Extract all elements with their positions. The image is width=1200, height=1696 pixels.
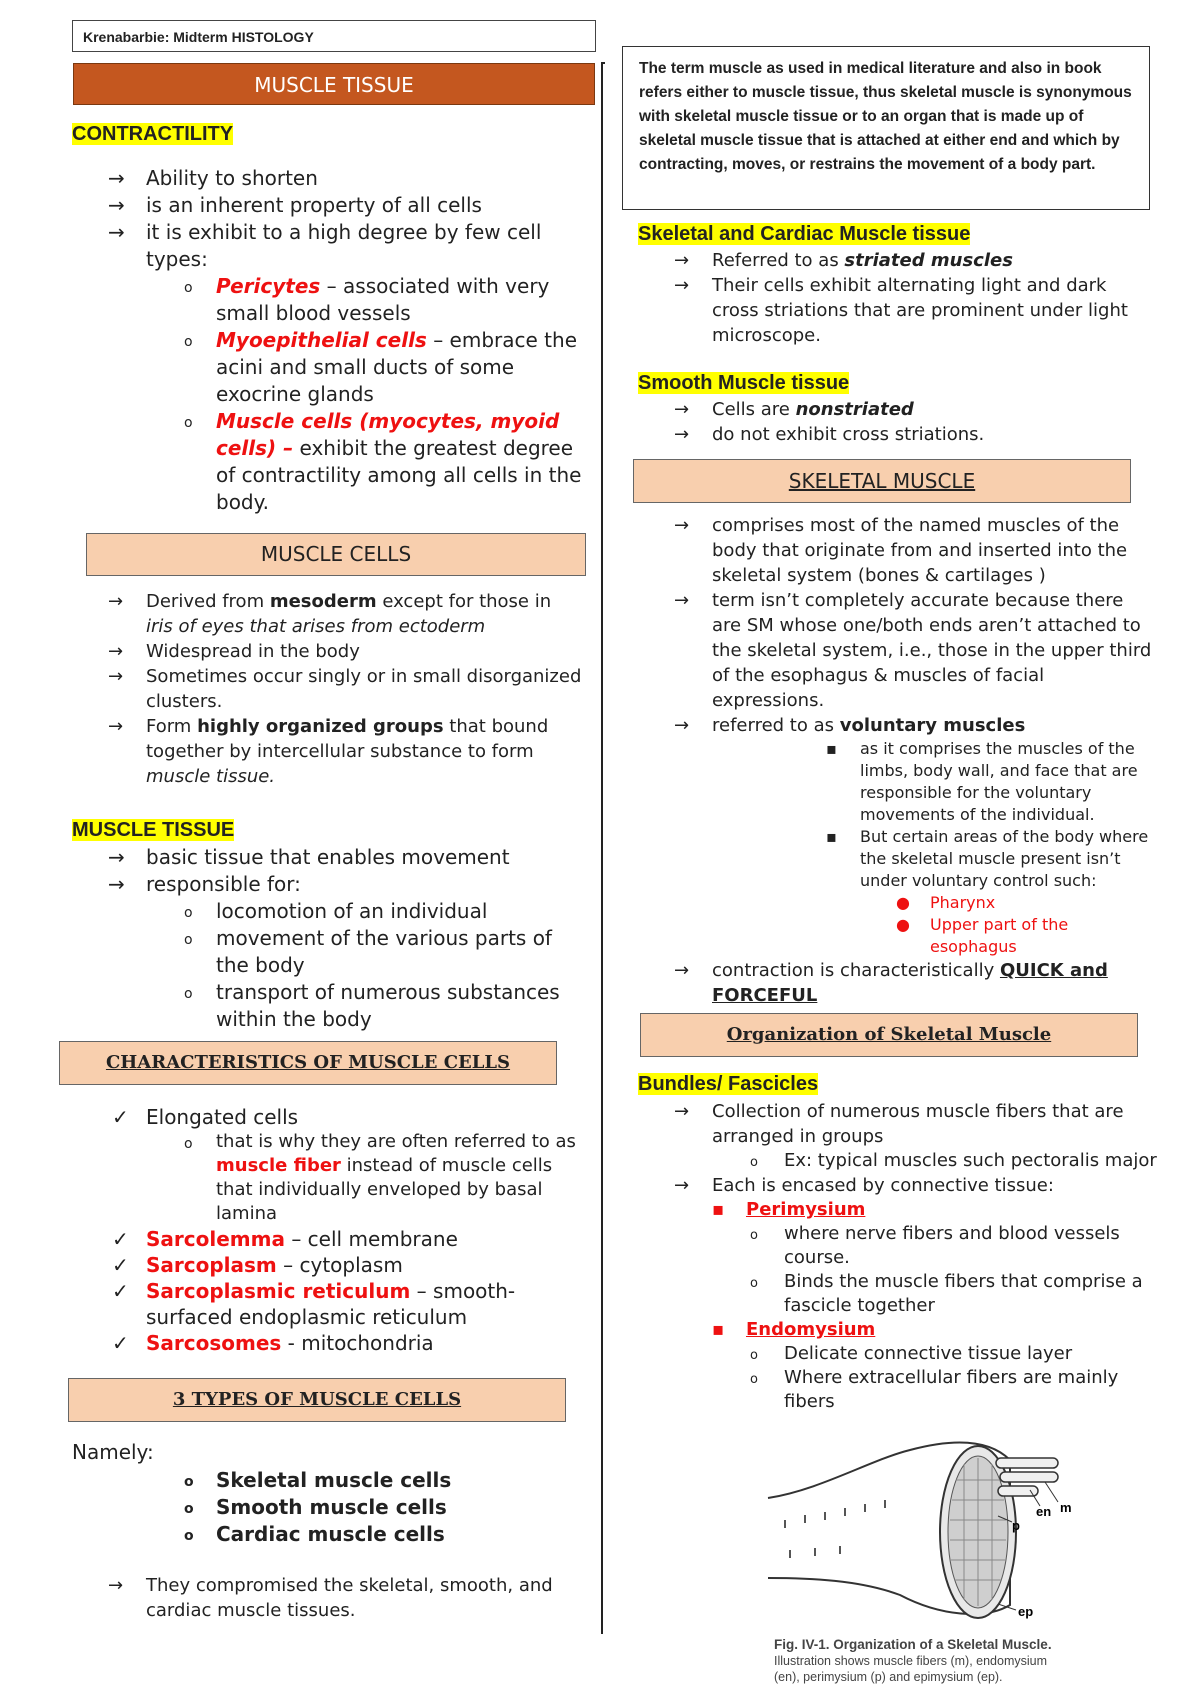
muscle-tissue-heading: MUSCLE TISSUE [72,819,235,841]
list-item-sarcolemma: ✓ Sarcolemma – cell membrane [72,1226,582,1252]
list-item: → do not exhibit cross striations. [638,422,1158,447]
list-item: o Skeletal muscle cells [72,1467,582,1494]
list-item: → Cells are nonstriated [638,397,1158,422]
contractility-list [72,165,582,516]
definition-note-box: The term muscle as used in medical literature and also in book refers either to muscle tissue, thus skeletal muscle is synonymous with skeletal muscle tissue or to an organ that is made up of skeletal muscle tissue that is attached at either end and which by contracting, moves, or restrains the movement of a body part. [622,46,1150,210]
types-banner: 3 TYPES OF MUSCLE CELLS [68,1378,566,1422]
list-item: → Collection of numerous muscle fibers that are arranged in groups [638,1099,1158,1149]
list-item: → term isn’t completely accurate because there are SM whose one/both ends aren’t attached to the skeletal system, i.e., those in the upper third of the esophagus & muscles of facial expressions. [638,588,1158,713]
list-item: → contraction is characteristically QUICK and FORCEFUL [638,958,1158,1008]
characteristics-list [72,1104,582,1356]
organization-list [638,1099,1158,1414]
column-divider-tick [601,62,605,64]
list-item-muscle-cells: o Muscle cells (myocytes, myoid cells) – exhibit the greatest degree of contractility among all cells in the body. [72,408,582,516]
list-item-endomysium: ▪ Endomysium [712,1319,876,1340]
list-item: → Widespread in the body [72,639,582,664]
list-item: → Sometimes occur singly or in small disorganized clusters. [72,664,582,714]
muscle-tissue-list [72,844,582,1033]
list-item: → Derived from mesoderm except for those in iris of eyes that arises from ectoderm [72,589,582,639]
list-item-esophagus: ● Upper part of the esophagus [896,915,1069,956]
list-item: → Ability to shorten [72,165,582,192]
label-ep: ep [1018,1604,1034,1619]
list-item: o Smooth muscle cells [72,1494,582,1521]
list-item: ▪ But certain areas of the body where the skeletal muscle present isn’t under voluntary control such: [826,827,1149,890]
list-item: → it is exhibit to a high degree by few cell types: [72,219,582,273]
list-item-sarcoplasm: ✓ Sarcoplasm – cytoplasm [72,1252,582,1278]
skeletal-cardiac-list [638,248,1158,348]
skeletal-muscle-banner: SKELETAL MUSCLE [633,459,1131,503]
list-item: o Where extracellular fibers are mainly fibers [750,1367,1119,1412]
list-item-pharynx: ● Pharynx [896,893,996,912]
list-item: → referred to as voluntary muscles [638,713,1158,738]
organization-banner: Organization of Skeletal Muscle [640,1013,1138,1057]
skeletal-muscle-list [638,513,1158,1008]
list-item-pericytes: o Pericytes – associated with very small blood vessels [72,273,582,327]
list-item: ✓ Elongated cells [72,1104,582,1130]
list-item-myoepithelial: o Myoepithelial cells – embrace the acini and small ducts of some exocrine glands [72,327,582,408]
figure-caption-body: Illustration shows muscle fibers (m), endomysium (en), perimysium (p) and epimysium (ep). [774,1654,1047,1684]
bundles-heading: Bundles/ Fascicles [638,1073,819,1095]
list-item: o Binds the muscle fibers that comprise a fascicle together [750,1271,1143,1316]
list-item-sarcoplasmic-reticulum: ✓ Sarcoplasmic reticulum – smooth-surfaced endoplasmic reticulum [72,1278,582,1330]
contractility-heading: CONTRACTILITY [72,123,234,145]
types-namely: Namely: [72,1440,154,1464]
document-header: Krenabarbie: Midterm HISTOLOGY [72,20,596,52]
column-divider [601,62,603,1634]
list-item-sarcosomes: ✓ Sarcosomes - mitochondria [72,1330,582,1356]
list-item: → is an inherent property of all cells [72,192,582,219]
characteristics-banner: CHARACTERISTICS OF MUSCLE CELLS [59,1041,557,1085]
list-item: o Delicate connective tissue layer [750,1343,1073,1364]
types-list [72,1467,582,1548]
figure-caption [774,1637,1074,1685]
skeletal-muscle-illustration [760,1420,1080,1630]
label-p: p [1012,1518,1020,1533]
skeletal-cardiac-heading: Skeletal and Cardiac Muscle tissue [638,223,971,245]
smooth-heading: Smooth Muscle tissue [638,372,850,394]
list-item: ▪ as it comprises the muscles of the limbs, body wall, and face that are responsible for the voluntary movements of the individual. [826,739,1138,824]
figure-caption-title: Fig. IV-1. Organization of a Skeletal Muscle. [774,1637,1052,1652]
label-m: m [1060,1500,1072,1515]
list-item-perimysium: ▪ Perimysium [712,1199,866,1220]
label-en: en [1036,1504,1052,1519]
types-note [72,1573,582,1623]
list-item: o where nerve fibers and blood vessels course. [750,1223,1120,1268]
list-item: → basic tissue that enables movement [72,844,582,871]
list-item: o locomotion of an individual [72,898,582,925]
list-item: → Their cells exhibit alternating light and dark cross striations that are prominent under light microscope. [638,273,1158,348]
list-item: o that is why they are often referred to as muscle fiber instead of muscle cells that individually enveloped by basal lamina [72,1130,582,1226]
list-item: → Form highly organized groups that bound together by intercellular substance to form muscle tissue. [72,714,582,789]
section-banner-muscle-tissue: MUSCLE TISSUE [73,63,595,105]
list-item: o Cardiac muscle cells [72,1521,582,1548]
list-item: → responsible for: [72,871,582,898]
list-item: → Each is encased by connective tissue: [638,1173,1158,1198]
muscle-cells-list [72,589,582,789]
list-item: o transport of numerous substances within the body [72,979,582,1033]
list-item: → comprises most of the named muscles of the body that originate from and inserted into the skeletal system (bones & cartilages ) [638,513,1158,588]
list-item: o movement of the various parts of the body [72,925,582,979]
list-item: o Ex: typical muscles such pectoralis major [750,1150,1157,1171]
smooth-list [638,397,1158,447]
list-item: → Referred to as striated muscles [638,248,1158,273]
muscle-cells-banner: MUSCLE CELLS [86,533,586,576]
list-item: → They compromised the skeletal, smooth, and cardiac muscle tissues. [72,1573,582,1623]
